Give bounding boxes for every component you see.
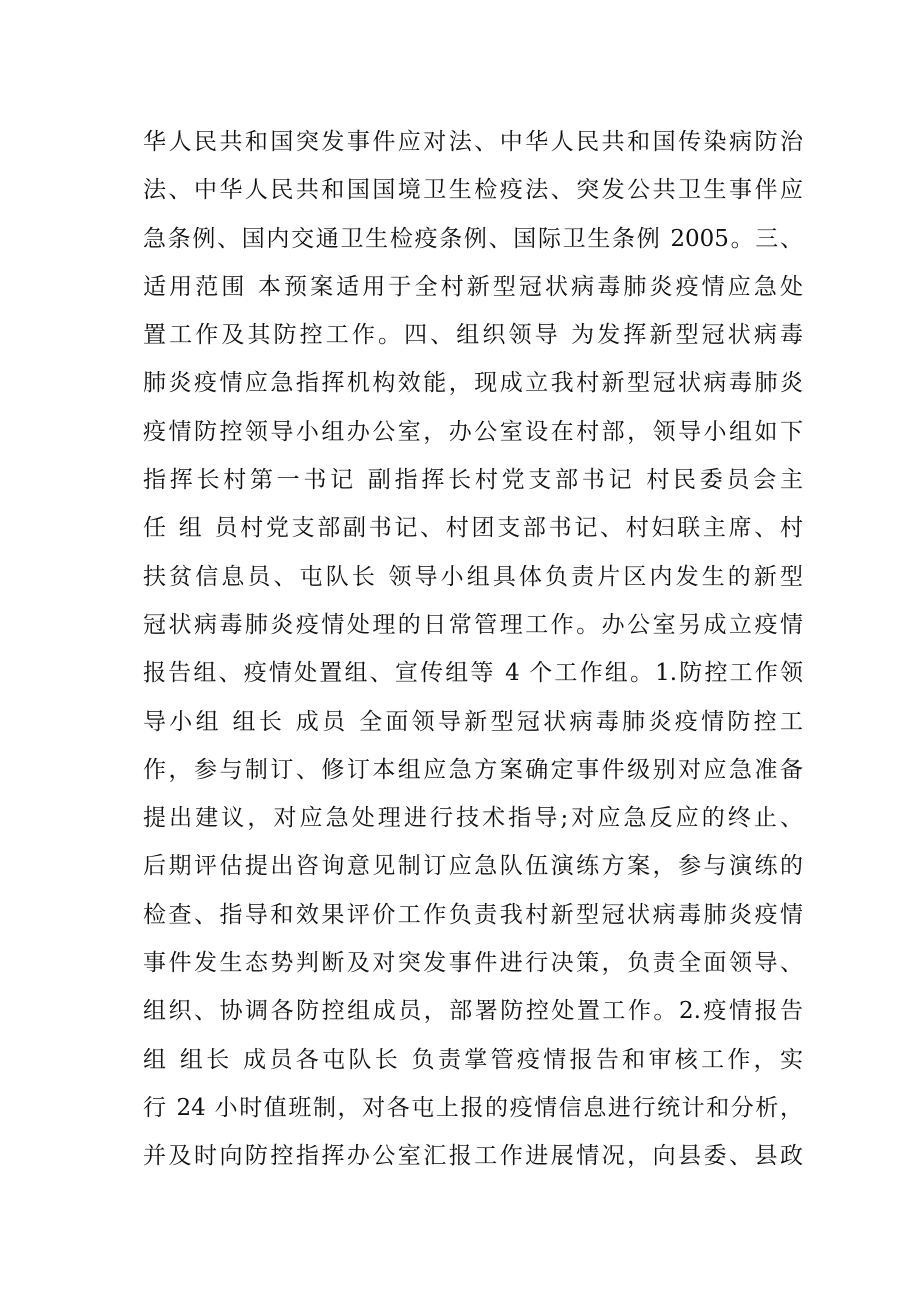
body-text bbox=[143, 118, 803, 1181]
text-line: 行 24 小时值班制，对各屯上报的疫情信息进行统计和分析， bbox=[143, 1094, 803, 1121]
text-line: 肺炎疫情应急指挥机构效能，现成立我村新型冠状病毒肺炎 bbox=[143, 370, 803, 397]
text-line: 导小组 组长 成员 全面领导新型冠状病毒肺炎疫情防控工 bbox=[143, 708, 803, 735]
text-line: 冠状病毒肺炎疫情处理的日常管理工作。办公室另成立疫情 bbox=[143, 611, 803, 638]
text-line: 扶贫信息员、屯队长 领导小组具体负责片区内发生的新型 bbox=[143, 563, 803, 590]
text-line: 后期评估提出咨询意见制订应急队伍演练方案，参与演练的 bbox=[143, 853, 803, 880]
text-line: 急条例、国内交通卫生检疫条例、国际卫生条例 2005。三、 bbox=[143, 225, 803, 252]
text-line: 并及时向防控指挥办公室汇报工作进展情况，向县委、县政 bbox=[143, 1143, 803, 1170]
text-line: 组 组长 成员各屯队长 负责掌管疫情报告和审核工作，实 bbox=[143, 1046, 803, 1073]
text-line: 华人民共和国突发事件应对法、中华人民共和国传染病防治 bbox=[143, 129, 803, 155]
text-line: 置工作及其防控工作。四、组织领导 为发挥新型冠状病毒 bbox=[143, 322, 803, 349]
text-line: 检查、指导和效果评价工作负责我村新型冠状病毒肺炎疫情 bbox=[143, 901, 803, 928]
text-line: 事件发生态势判断及对突发事件进行决策，负责全面领导、 bbox=[143, 950, 803, 977]
text-line: 提出建议，对应急处理进行技术指导;对应急反应的终止、 bbox=[143, 805, 803, 832]
text-line: 报告组、疫情处置组、宣传组等 4 个工作组。1.防控工作领 bbox=[143, 660, 803, 687]
text-line: 法、中华人民共和国国境卫生检疫法、突发公共卫生事伴应 bbox=[143, 177, 803, 204]
text-line: 指挥长村第一书记 副指挥长村党支部书记 村民委员会主 bbox=[143, 467, 803, 494]
text-line: 任 组 员村党支部副书记、村团支部书记、村妇联主席、村 bbox=[143, 515, 803, 542]
text-line: 组织、协调各防控组成员，部署防控处置工作。2.疫情报告 bbox=[143, 998, 803, 1025]
text-line: 适用范围 本预案适用于全村新型冠状病毒肺炎疫情应急处 bbox=[143, 273, 803, 300]
text-line: 疫情防控领导小组办公室，办公室设在村部，领导小组如下 bbox=[143, 418, 803, 445]
text-line: 作，参与制订、修订本组应急方案确定事件级别对应急准备 bbox=[143, 756, 803, 783]
